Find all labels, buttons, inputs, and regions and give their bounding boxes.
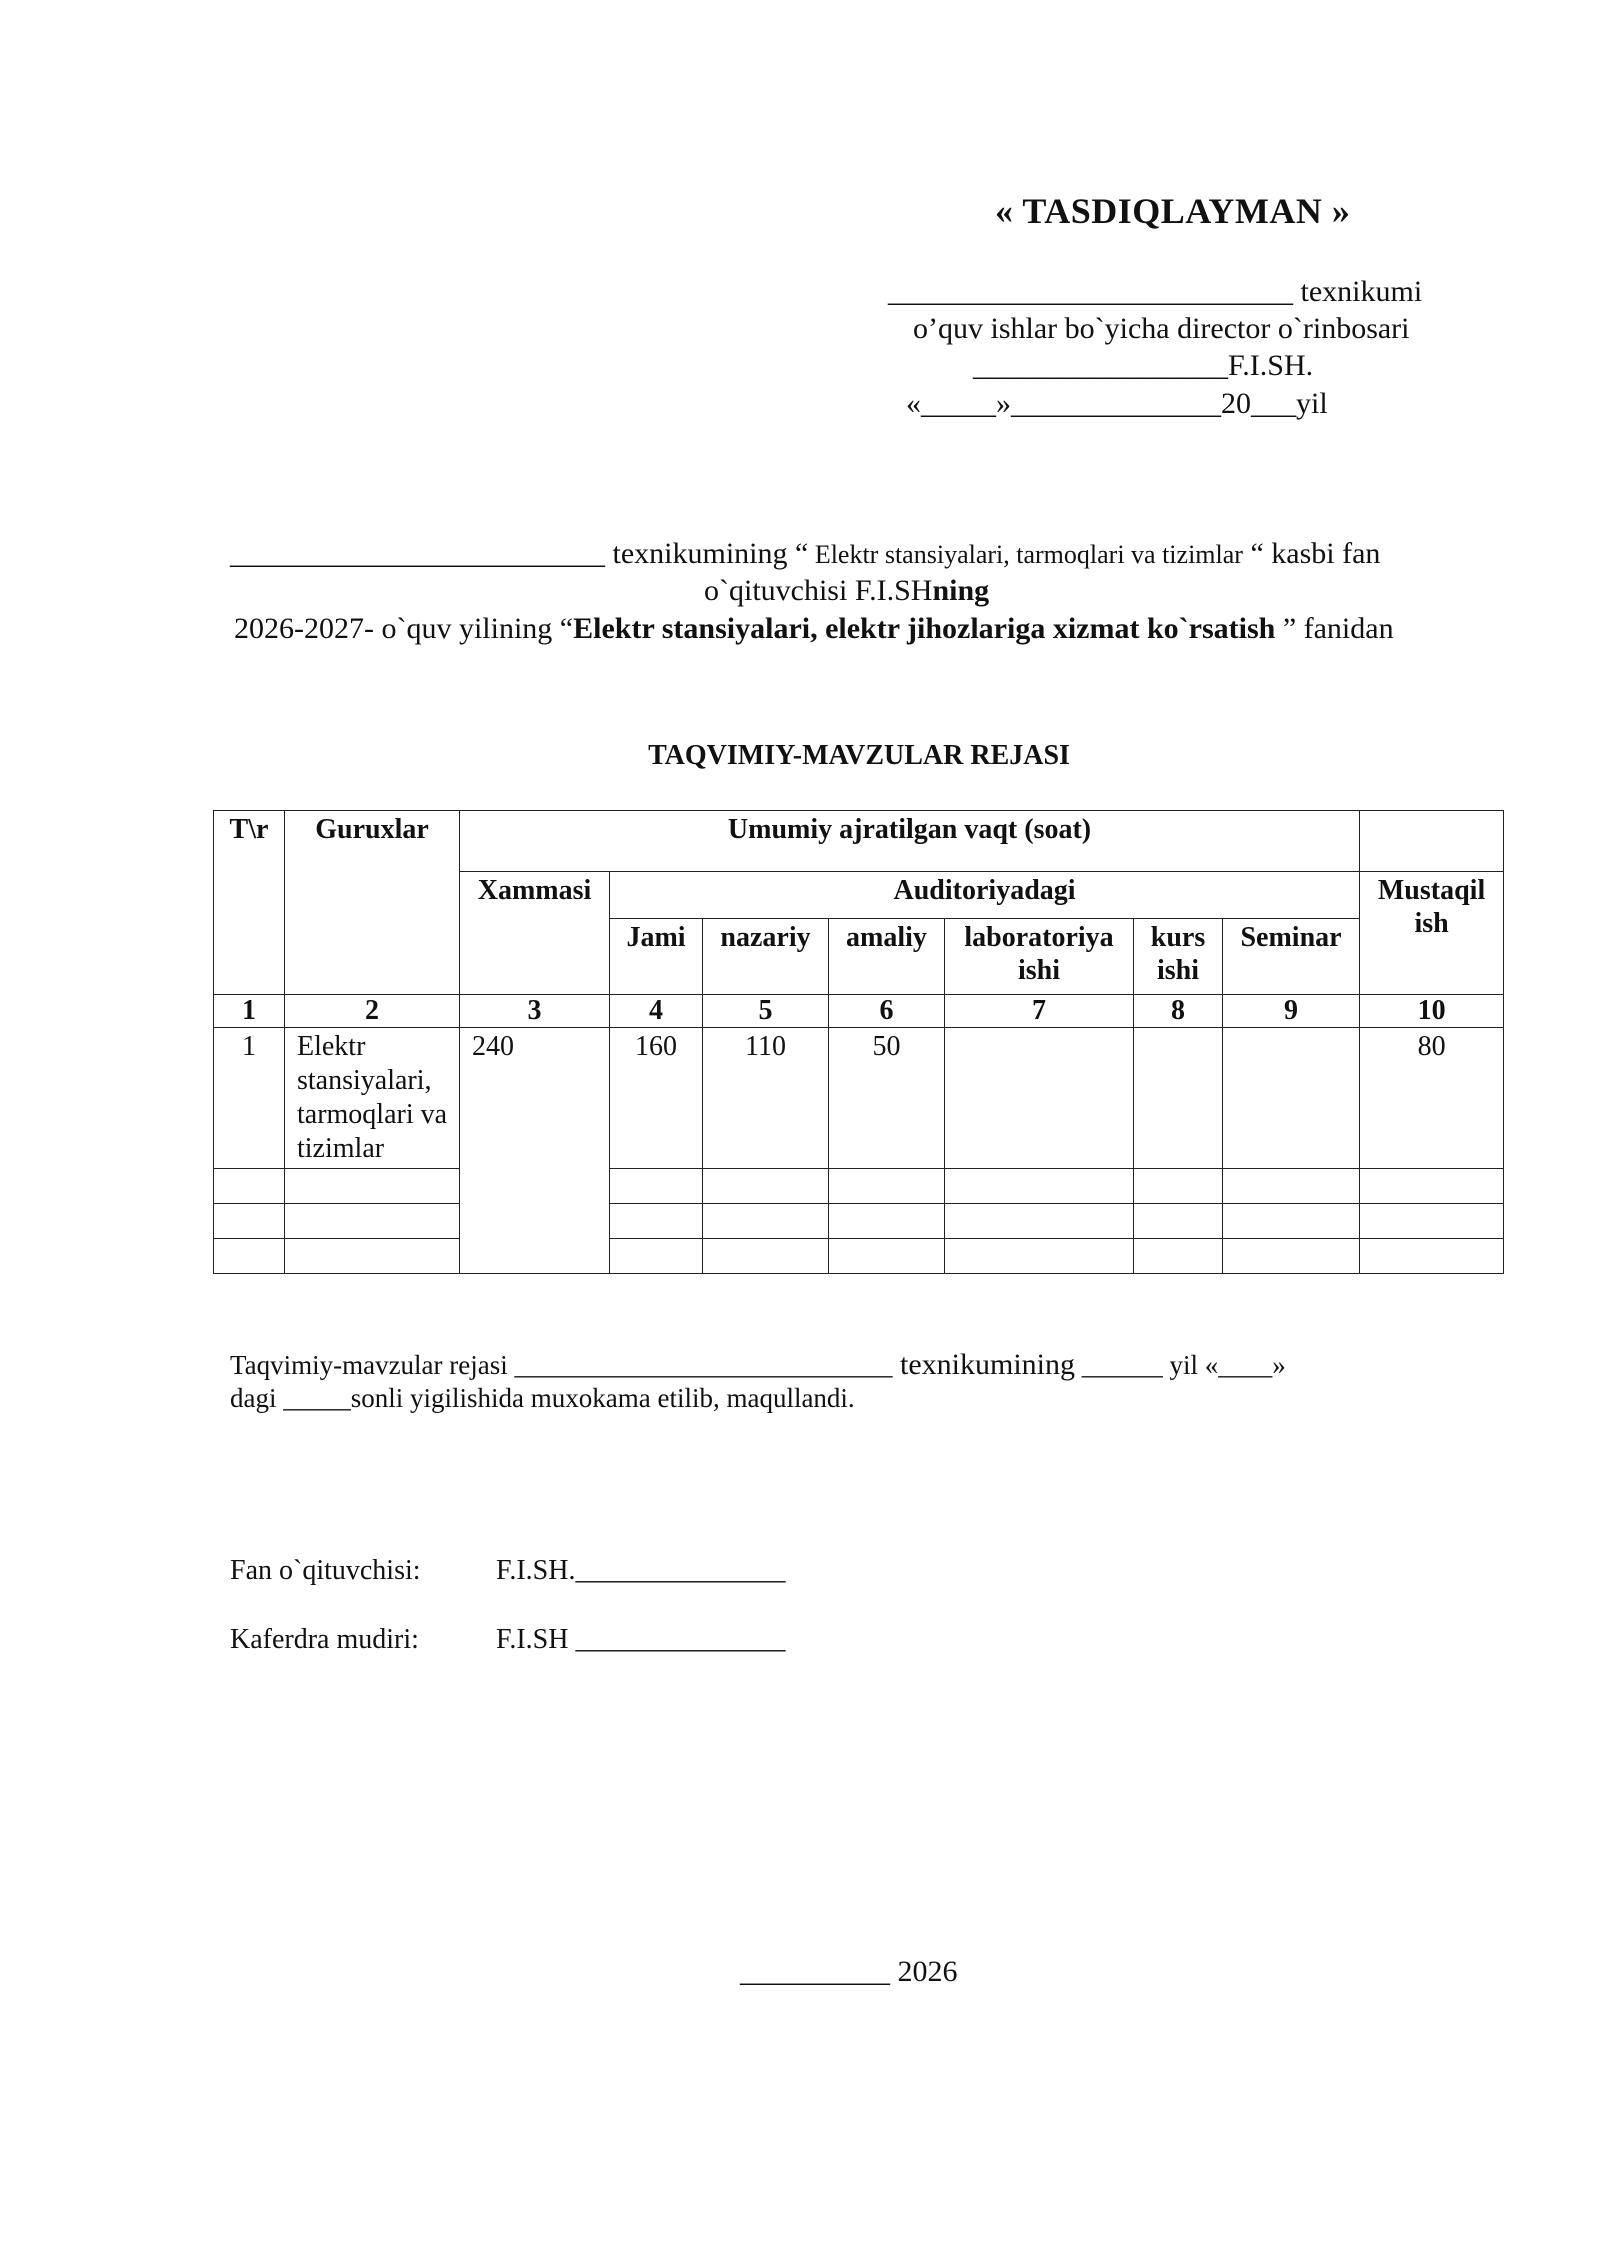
- approval-date-line: «_____»______________20___yil: [906, 387, 1328, 420]
- intro-line3-end: ” fanidan: [1275, 612, 1394, 645]
- cell-tr: 1: [214, 1028, 285, 1169]
- cell-amaliy: 50: [829, 1028, 945, 1169]
- intro-line-3: [234, 612, 1394, 646]
- approval-title: « TASDIQLAYMAN »: [995, 191, 1351, 231]
- head-signature-label: Kaferdra mudiri:: [230, 1624, 419, 1655]
- empty-cell: [945, 1204, 1134, 1239]
- intro-year-text: 2026-2027- o`quv yilining “: [234, 612, 574, 645]
- header-xammasi: Xammasi: [460, 872, 610, 995]
- empty-cell: [1223, 1169, 1360, 1204]
- empty-cell: [285, 1169, 460, 1204]
- intro-line-1: [230, 537, 1380, 571]
- column-number: 8: [1134, 995, 1223, 1028]
- cell-seminar: [1223, 1028, 1360, 1169]
- column-number: 9: [1223, 995, 1360, 1028]
- empty-cell: [829, 1169, 945, 1204]
- intro-texnikum-text: texnikumining “: [605, 537, 809, 570]
- empty-cell: [945, 1239, 1134, 1274]
- column-number-row: [214, 995, 1504, 1028]
- empty-cell: [285, 1239, 460, 1274]
- intro-blank: _________________________: [230, 537, 605, 570]
- empty-cell: [214, 1169, 285, 1204]
- empty-cell: [1360, 1239, 1504, 1274]
- header-laboratoriya: laboratoriya ishi: [945, 919, 1134, 995]
- empty-cell: [610, 1239, 703, 1274]
- cell-mustaqil: 80: [1360, 1028, 1504, 1169]
- approval-texnikum-line: ___________________________ texnikumi: [888, 275, 1423, 308]
- empty-cell: [610, 1169, 703, 1204]
- intro-teacher-suffix: ning: [932, 574, 990, 607]
- empty-cell: [703, 1169, 829, 1204]
- note-line-1: [230, 1348, 1286, 1382]
- empty-cell: [1360, 1169, 1504, 1204]
- empty-cell: [829, 1239, 945, 1274]
- empty-cell: [1134, 1169, 1223, 1204]
- empty-cell: [1223, 1204, 1360, 1239]
- header-groups: Guruxlar: [285, 811, 460, 995]
- cell-kurs: [1134, 1028, 1223, 1169]
- header-auditoriya: Auditoriyadagi: [610, 872, 1360, 919]
- note-texnikum-text: texnikumining: [892, 1348, 1076, 1381]
- header-total-time: Umumiy ajratilgan vaqt (soat): [460, 811, 1360, 872]
- cell-xammasi: 240: [460, 1028, 610, 1274]
- column-number: 6: [829, 995, 945, 1028]
- header-amaliy: amaliy: [829, 919, 945, 995]
- header-tr: T\r: [214, 811, 285, 995]
- intro-teacher-text: o`qituvchisi F.I.SH: [704, 574, 933, 607]
- intro-line1-end: “ kasbi fan: [1242, 537, 1381, 570]
- column-number: 3: [460, 995, 610, 1028]
- table-title: TAQVIMIY-MAVZULAR REJASI: [648, 740, 1070, 771]
- table-row-empty: [214, 1239, 1504, 1274]
- teacher-signature-label: Fan o`qituvchisi:: [230, 1555, 421, 1586]
- header-seminar: Seminar: [1223, 919, 1360, 995]
- column-number: 7: [945, 995, 1134, 1028]
- table-row-empty: [214, 1169, 1504, 1204]
- footer-year: __________ 2026: [740, 1955, 958, 1988]
- header-nazariy: nazariy: [703, 919, 829, 995]
- header-mustaqil: Mustaqil ish: [1360, 872, 1504, 995]
- empty-cell: [214, 1239, 285, 1274]
- empty-cell: [610, 1204, 703, 1239]
- column-number: 2: [285, 995, 460, 1028]
- column-number: 4: [610, 995, 703, 1028]
- empty-cell: [829, 1204, 945, 1239]
- header-jami: Jami: [610, 919, 703, 995]
- intro-line-2: [704, 574, 989, 608]
- intro-subject: Elektr stansiyalari, elektr jihozlariga xizmat ko`rsatish: [573, 612, 1276, 645]
- empty-cell: [1360, 1204, 1504, 1239]
- header-empty-cell: [1360, 811, 1504, 872]
- teacher-signature-line: F.I.SH._______________: [496, 1555, 786, 1586]
- cell-laboratoriya: [945, 1028, 1134, 1169]
- approval-name-line: _________________F.I.SH.: [973, 349, 1314, 382]
- cell-group: Elektr stansiyalari, tarmoqlari va tizimlar: [285, 1028, 460, 1169]
- empty-cell: [703, 1239, 829, 1274]
- empty-cell: [1134, 1239, 1223, 1274]
- column-number: 10: [1360, 995, 1504, 1028]
- empty-cell: [703, 1204, 829, 1239]
- empty-cell: [1223, 1239, 1360, 1274]
- note-year-text: ______ yil «____»: [1075, 1350, 1286, 1380]
- table-row-empty: [214, 1204, 1504, 1239]
- note-line-2: dagi _____sonli yigilishida muxokama etilib, maqullandi.: [230, 1383, 855, 1413]
- empty-cell: [214, 1204, 285, 1239]
- head-signature-line: F.I.SH _______________: [496, 1624, 786, 1655]
- cell-jami: 160: [610, 1028, 703, 1169]
- empty-cell: [1134, 1204, 1223, 1239]
- cell-nazariy: 110: [703, 1028, 829, 1169]
- column-number: 1: [214, 995, 285, 1028]
- approval-position-line: o’quv ishlar bo`yicha director o`rinbosari: [913, 312, 1410, 345]
- empty-cell: [285, 1204, 460, 1239]
- table-row: [214, 1028, 1504, 1169]
- column-number: 5: [703, 995, 829, 1028]
- empty-cell: [945, 1169, 1134, 1204]
- header-kurs: kurs ishi: [1134, 919, 1223, 995]
- note-plan-text: Taqvimiy-mavzular rejasi ____________________________: [230, 1350, 893, 1380]
- plan-table: [213, 810, 1504, 1274]
- intro-specialty: Elektr stansiyalari, tarmoqlari va tizimlar: [808, 540, 1243, 569]
